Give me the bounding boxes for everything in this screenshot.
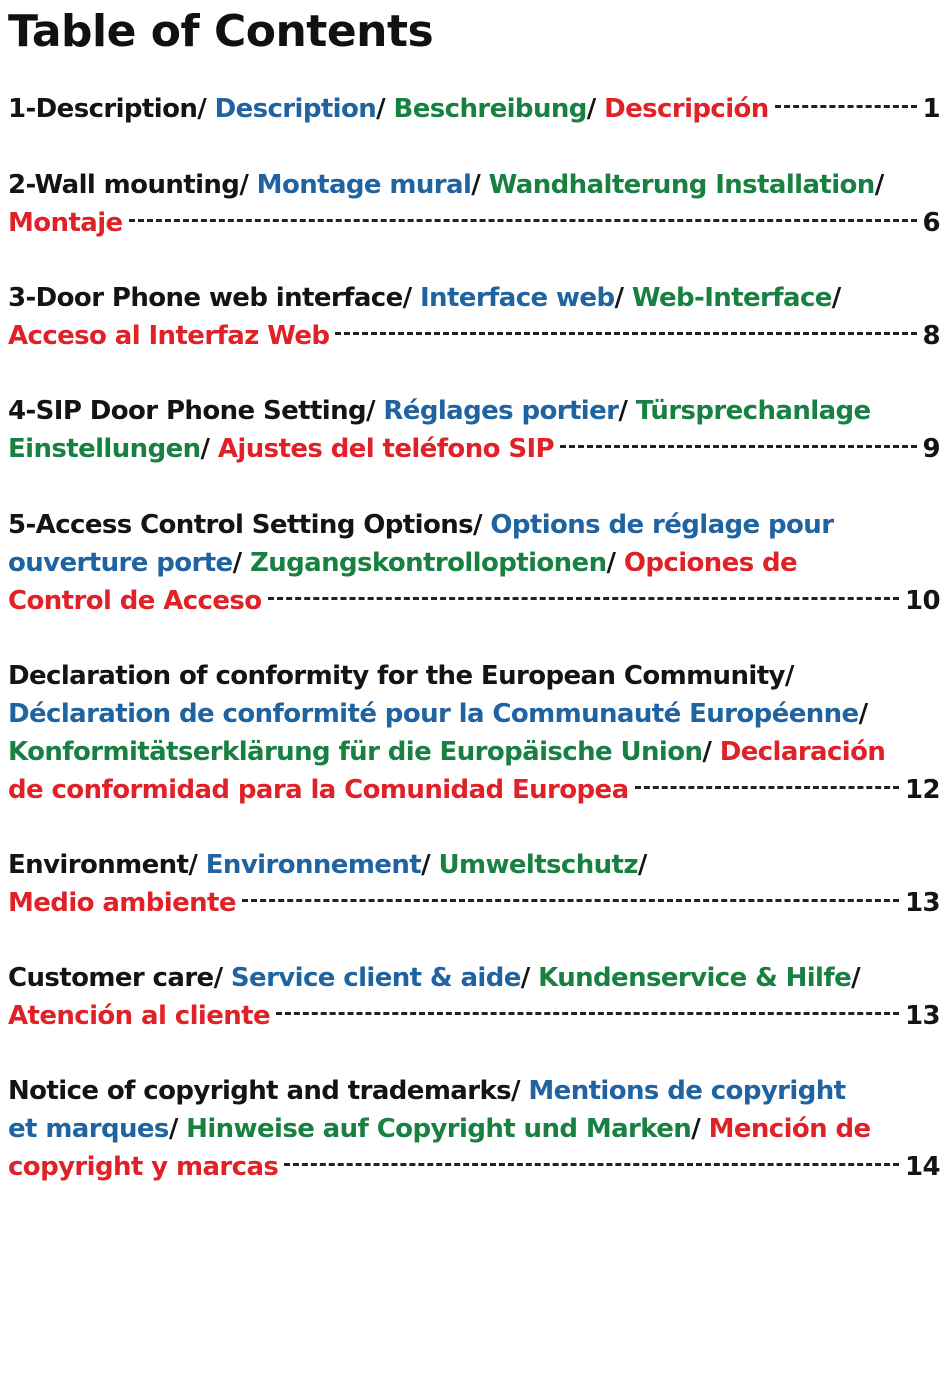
toc-entry-line [8, 317, 940, 355]
page-number: 8 [922, 321, 940, 351]
toc-text-black: / [851, 963, 861, 993]
toc-text-green: Kundenservice & Hilfe [538, 963, 852, 993]
toc-text-blue: Options de réglage pour [490, 510, 834, 540]
toc-text-green: Beschreibung [393, 94, 587, 124]
page-number: 13 [905, 1001, 940, 1031]
toc-entry-line [8, 771, 940, 809]
toc-text-black: / [520, 963, 539, 993]
toc-text-black: 5-Access Control Setting Options/ [8, 510, 491, 540]
toc-text-black: / [200, 434, 218, 464]
toc-text-blue: Déclaration de conformité pour la Communauté Européenne [8, 699, 859, 729]
toc-entry[interactable] [8, 506, 940, 620]
page-number: 9 [922, 434, 940, 464]
toc-text-black: / [376, 94, 394, 124]
toc-text-green: Hinweise auf Copyright und Marken [186, 1114, 692, 1144]
dotted-leader [560, 445, 917, 448]
toc-text-green: Zugangskontrolloptionen [249, 548, 607, 578]
page-number: 12 [905, 775, 940, 805]
toc-entry[interactable] [8, 392, 940, 468]
toc-text-black: Notice of copyright and trademarks/ [8, 1076, 529, 1106]
dotted-leader [268, 597, 899, 600]
dotted-leader [276, 1012, 899, 1015]
page-number: 10 [905, 586, 940, 616]
toc-text-red: Medio ambiente [8, 888, 236, 918]
dotted-leader [284, 1163, 899, 1166]
toc-text-red: Declaración [719, 737, 886, 767]
toc-entry-line [8, 279, 940, 317]
toc-text-black: / [618, 396, 636, 426]
toc-text-green: Web-Interface [631, 283, 832, 313]
toc-text-green: Konformitätserklärung für die Europäische Union [8, 737, 703, 767]
toc-text-red: Control de Acceso [8, 586, 262, 616]
toc-text-black: / [614, 283, 632, 313]
dotted-leader [242, 899, 899, 902]
toc-text-black: 2-Wall mounting/ [8, 170, 257, 200]
toc-text-black: Customer care/ [8, 963, 231, 993]
toc-text-red: Mención de [708, 1114, 871, 1144]
toc-text-red: Atención al cliente [8, 1001, 270, 1031]
toc-text-blue: Interface web [419, 283, 615, 313]
toc-text-black: / [421, 850, 439, 880]
toc-entry[interactable] [8, 279, 940, 355]
toc-text-red: de conformidad para la Comunidad Europea [8, 775, 629, 805]
page-number: 14 [905, 1152, 940, 1182]
toc-text-blue: ouverture porte [8, 548, 233, 578]
page-number: 13 [905, 888, 940, 918]
dotted-leader [635, 786, 899, 789]
toc-text-black: / [858, 699, 868, 729]
toc-text-black: / [606, 548, 624, 578]
toc-text-blue: Description [214, 94, 377, 124]
toc-entry[interactable] [8, 90, 940, 128]
dotted-leader [775, 105, 917, 108]
toc-entry-line [8, 506, 940, 544]
toc-entry-line [8, 733, 940, 771]
toc-entry-line [8, 959, 940, 997]
toc-text-blue: Environnement [205, 850, 422, 880]
toc-text-black: / [691, 1114, 709, 1144]
toc-entry-line [8, 884, 940, 922]
toc-entry-line [8, 166, 940, 204]
toc-text-red: Ajustes del teléfono SIP [217, 434, 554, 464]
toc-entry-line [8, 544, 940, 582]
toc-text-blue: et marques [8, 1114, 169, 1144]
toc-entry[interactable] [8, 959, 940, 1035]
toc-text-red: Acceso al Interfaz Web [8, 321, 330, 351]
toc-entry[interactable] [8, 1072, 940, 1186]
page-number: 1 [922, 94, 940, 124]
dotted-leader [335, 332, 916, 335]
toc-text-black: / [168, 1114, 187, 1144]
toc-entry-line [8, 657, 940, 695]
toc-text-red: Opciones de [623, 548, 798, 578]
toc-entry[interactable] [8, 846, 940, 922]
toc-text-black: / [831, 283, 841, 313]
toc-entry-line [8, 430, 940, 468]
toc-text-black: / [874, 170, 884, 200]
toc-text-black: / [232, 548, 250, 578]
toc-text-blue: Montage mural [256, 170, 472, 200]
toc-entry-line [8, 1110, 940, 1148]
toc-text-black: / [637, 850, 647, 880]
page-number: 6 [922, 208, 940, 238]
toc-entry-line [8, 695, 940, 733]
toc-text-green: Wandhalterung Installation [488, 170, 875, 200]
toc-text-green: Einstellungen [8, 434, 201, 464]
toc-text-red: Descripción [604, 94, 769, 124]
toc-text-black: 4-SIP Door Phone Setting/ [8, 396, 384, 426]
toc-text-black: / [586, 94, 605, 124]
toc-entry-line [8, 1148, 940, 1186]
toc-entry-line [8, 204, 940, 242]
toc-text-black: / [702, 737, 720, 767]
toc-text-red: Montaje [8, 208, 123, 238]
toc-text-black: Environment/ [8, 850, 206, 880]
toc-entry[interactable] [8, 166, 940, 242]
toc-text-green: Umweltschutz [438, 850, 638, 880]
toc-text-blue: Réglages portier [383, 396, 619, 426]
toc-entry[interactable] [8, 657, 940, 809]
toc-text-green: Türsprechanlage [635, 396, 871, 426]
toc-entry-line [8, 997, 940, 1035]
toc-entry-line [8, 392, 940, 430]
toc-text-black: Declaration of conformity for the European Community/ [8, 661, 794, 691]
toc-text-red: copyright y marcas [8, 1152, 279, 1182]
toc-text-blue: Service client & aide [230, 963, 521, 993]
toc-text-black: 3-Door Phone web interface/ [8, 283, 420, 313]
toc-text-black: / [471, 170, 489, 200]
dotted-leader [129, 219, 917, 222]
toc-text-blue: Mentions de copyright [528, 1076, 846, 1106]
page-title: Table of Contents [8, 6, 434, 57]
toc-entry-line [8, 846, 940, 884]
toc-entry-line [8, 582, 940, 620]
toc-entry-line [8, 90, 940, 128]
toc-entry-line [8, 1072, 940, 1110]
toc-text-black: 1-Description/ [8, 94, 215, 124]
